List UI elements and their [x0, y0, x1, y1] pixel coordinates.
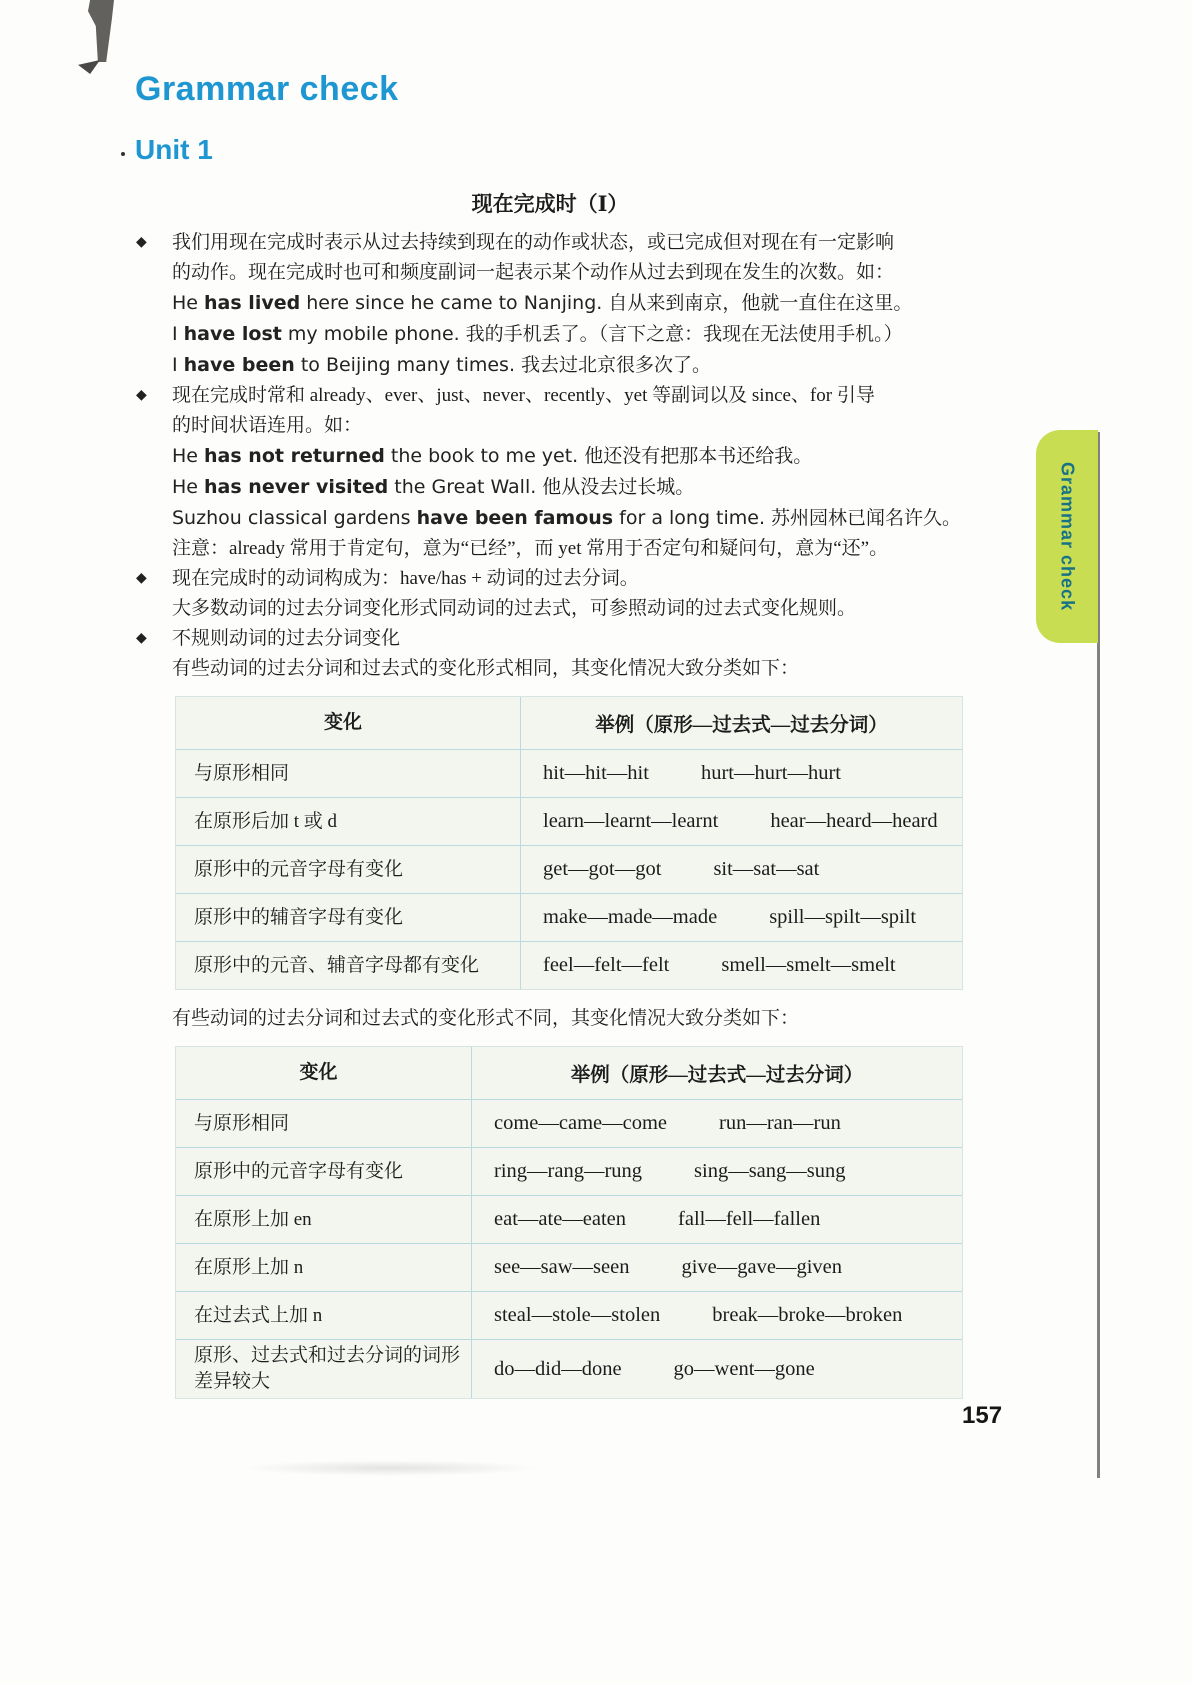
example-translation: 苏州园林已闻名许久。: [771, 508, 962, 529]
example-pre: He: [172, 445, 205, 467]
table-row: [176, 1339, 962, 1398]
change-type: 在原形上加 en: [176, 1196, 472, 1243]
change-type: 原形中的元音字母有变化: [176, 846, 521, 893]
example-pre: I: [172, 354, 184, 376]
irregular-verbs-table-diff: [175, 1046, 963, 1399]
bullet-paragraph: [135, 228, 965, 258]
example-verb-phrase: have been famous: [416, 507, 614, 529]
note-line: [135, 534, 965, 564]
verb-forms: go—went—gone: [673, 1357, 815, 1380]
verb-examples: [472, 1292, 962, 1339]
table-header-examples: 举例（原形—过去式—过去分词）: [570, 1065, 864, 1086]
verb-examples: [472, 1340, 962, 1398]
example-pre: I: [172, 323, 184, 345]
verb-examples: [472, 1100, 962, 1147]
change-type: 原形中的元音字母有变化: [176, 1148, 472, 1195]
verb-forms: do—did—done: [494, 1357, 622, 1380]
table-row: [176, 941, 962, 989]
table-header-change: 变化: [176, 697, 521, 749]
table-intro-diff: [135, 1004, 965, 1034]
bullet-paragraph: [135, 624, 965, 654]
example-post: the book to me yet.: [384, 445, 579, 467]
verb-examples: [521, 942, 962, 989]
verb-examples: [521, 798, 962, 845]
change-type: 原形中的元音、辅音字母都有变化: [176, 942, 521, 989]
example-pre: He: [172, 292, 205, 314]
table-row: [176, 1147, 962, 1195]
verb-forms: eat—ate—eaten: [494, 1208, 627, 1230]
example-post: my mobile phone.: [281, 323, 460, 345]
example-sentence: [135, 350, 965, 381]
paragraph-line: 的时间状语连用。如：: [172, 415, 363, 436]
verb-forms: spill—spilt—spilt: [769, 906, 917, 928]
page-content: [135, 70, 965, 1403]
example-sentence: [135, 472, 965, 503]
verb-forms: ring—rang—rung: [494, 1160, 643, 1182]
change-type: 原形中的辅音字母有变化: [176, 894, 521, 941]
verb-forms: steal—stole—stolen: [494, 1304, 661, 1326]
verb-forms: get—got—got: [543, 858, 662, 880]
example-verb-phrase: have lost: [183, 323, 282, 345]
bullet-paragraph: [135, 381, 965, 411]
scan-smudge: [240, 1460, 540, 1476]
verb-forms: hit—hit—hit: [543, 762, 649, 784]
example-sentence: [135, 441, 965, 472]
example-post: the Great Wall.: [388, 476, 537, 498]
verb-forms: hear—heard—heard: [770, 810, 938, 832]
change-type: 在过去式上加 n: [176, 1292, 472, 1339]
table-row: [176, 893, 962, 941]
example-post: to Beijing many times.: [294, 354, 515, 376]
example-translation: 他还没有把那本书还给我。: [584, 446, 813, 467]
verb-examples: [472, 1148, 962, 1195]
diamond-bullet-icon: ◆: [136, 631, 147, 646]
verb-forms: give—gave—given: [681, 1256, 843, 1278]
example-verb-phrase: has never visited: [204, 476, 389, 498]
example-verb-phrase: has lived: [204, 292, 301, 314]
section-heading: 现在完成时（Ⅰ）: [471, 192, 629, 216]
verb-forms: hurt—hurt—hurt: [700, 762, 842, 784]
scan-artifact-arrow: [78, 60, 100, 74]
verb-forms: make—made—made: [543, 906, 718, 928]
paragraph-continuation: [135, 594, 965, 624]
paragraph-line: 注意：already 常用于肯定句，意为“已经”，而 yet 常用于否定句和疑问句，意为“还”。: [172, 538, 889, 559]
table-row: [176, 845, 962, 893]
paragraph-line: 我们用现在完成时表示从过去持续到现在的动作或状态，或已完成但对现在有一定影响: [172, 232, 895, 253]
verb-examples: [521, 846, 962, 893]
page-number: 157: [962, 1402, 1003, 1429]
change-type: 与原形相同: [176, 750, 521, 797]
verb-forms: come—came—come: [494, 1112, 668, 1134]
diamond-bullet-icon: ◆: [136, 235, 147, 250]
table-row: [176, 797, 962, 845]
change-type: 与原形相同: [176, 1100, 472, 1147]
paragraph-line: 有些动词的过去分词和过去式的变化形式相同，其变化情况大致分类如下：: [172, 658, 800, 679]
verb-examples: [521, 750, 962, 797]
example-post: here since he came to Nanjing.: [300, 292, 603, 314]
scan-artifact-mark: [88, 0, 114, 62]
paragraph-line: 有些动词的过去分词和过去式的变化形式不同，其变化情况大致分类如下：: [172, 1008, 800, 1029]
example-translation: 他从没去过长城。: [542, 477, 695, 498]
paragraph-line: 的动作。现在完成时也可和频度副词一起表示某个动作从过去到现在发生的次数。如：: [172, 262, 895, 283]
example-translation: 自从来到南京，他就一直住在这里。: [608, 293, 913, 314]
table-header-change: 变化: [176, 1047, 472, 1099]
verb-examples: [521, 894, 962, 941]
example-pre: Suzhou classical gardens: [172, 507, 417, 529]
verb-forms: sing—sang—sung: [694, 1160, 846, 1182]
page-title: Grammar check: [135, 70, 399, 108]
diamond-bullet-icon: ◆: [136, 388, 147, 403]
unit-heading: Unit 1: [135, 134, 213, 165]
diamond-bullet-icon: ◆: [136, 571, 147, 586]
paragraph-continuation: [135, 258, 965, 288]
paragraph-line: 不规则动词的过去分词变化: [172, 628, 401, 649]
example-sentence: [135, 288, 965, 319]
verb-forms: break—broke—broken: [712, 1304, 903, 1326]
example-translation: 我去过北京很多次了。: [521, 355, 712, 376]
example-translation: 我的手机丢了。（言下之意：我现在无法使用手机。）: [465, 324, 903, 345]
verb-forms: see—saw—seen: [494, 1256, 630, 1278]
side-tab-label: Grammar check: [1057, 461, 1078, 612]
change-type: 原形、过去式和过去分词的词形差异较大: [176, 1340, 472, 1398]
table-header-row: [176, 697, 962, 749]
change-type: 在原形上加 n: [176, 1244, 472, 1291]
paragraph-line: 现在完成时常和 already、ever、just、never、recently、yet 等副词以及 since、for 引导: [172, 385, 875, 406]
verb-forms: feel—felt—felt: [543, 954, 670, 976]
example-verb-phrase: has not returned: [204, 445, 385, 467]
table-row: [176, 749, 962, 797]
example-sentence: [135, 319, 965, 350]
table-row: [176, 1243, 962, 1291]
verb-forms: learn—learnt—learnt: [543, 810, 719, 832]
stray-dot-mark: [121, 152, 125, 156]
example-sentence: [135, 503, 965, 534]
verb-forms: sit—sat—sat: [713, 858, 820, 880]
verb-forms: run—ran—run: [719, 1112, 841, 1134]
example-verb-phrase: have been: [183, 354, 295, 376]
verb-examples: [472, 1244, 962, 1291]
table-header-examples: 举例（原形—过去式—过去分词）: [595, 715, 888, 736]
paragraph-line: 大多数动词的过去分词变化形式同动词的过去式，可参照动词的过去式变化规则。: [172, 598, 857, 619]
change-type: 在原形后加 t 或 d: [176, 798, 521, 845]
unit-heading-row: [135, 134, 965, 166]
example-post: for a long time.: [613, 507, 766, 529]
irregular-verbs-table-same: [175, 696, 963, 990]
verb-forms: smell—smelt—smelt: [721, 954, 896, 976]
table-row: [176, 1099, 962, 1147]
side-tab-grammar-check: [1036, 430, 1098, 643]
bullet-paragraph: [135, 564, 965, 594]
table-header-row: [176, 1047, 962, 1099]
table-intro-same: [135, 654, 965, 684]
paragraph-line: 现在完成时的动词构成为：have/has + 动词的过去分词。: [172, 568, 639, 589]
paragraph-continuation: [135, 411, 965, 441]
example-pre: He: [172, 476, 205, 498]
table-row: [176, 1291, 962, 1339]
table-row: [176, 1195, 962, 1243]
verb-forms: fall—fell—fallen: [678, 1208, 821, 1230]
verb-examples: [472, 1196, 962, 1243]
